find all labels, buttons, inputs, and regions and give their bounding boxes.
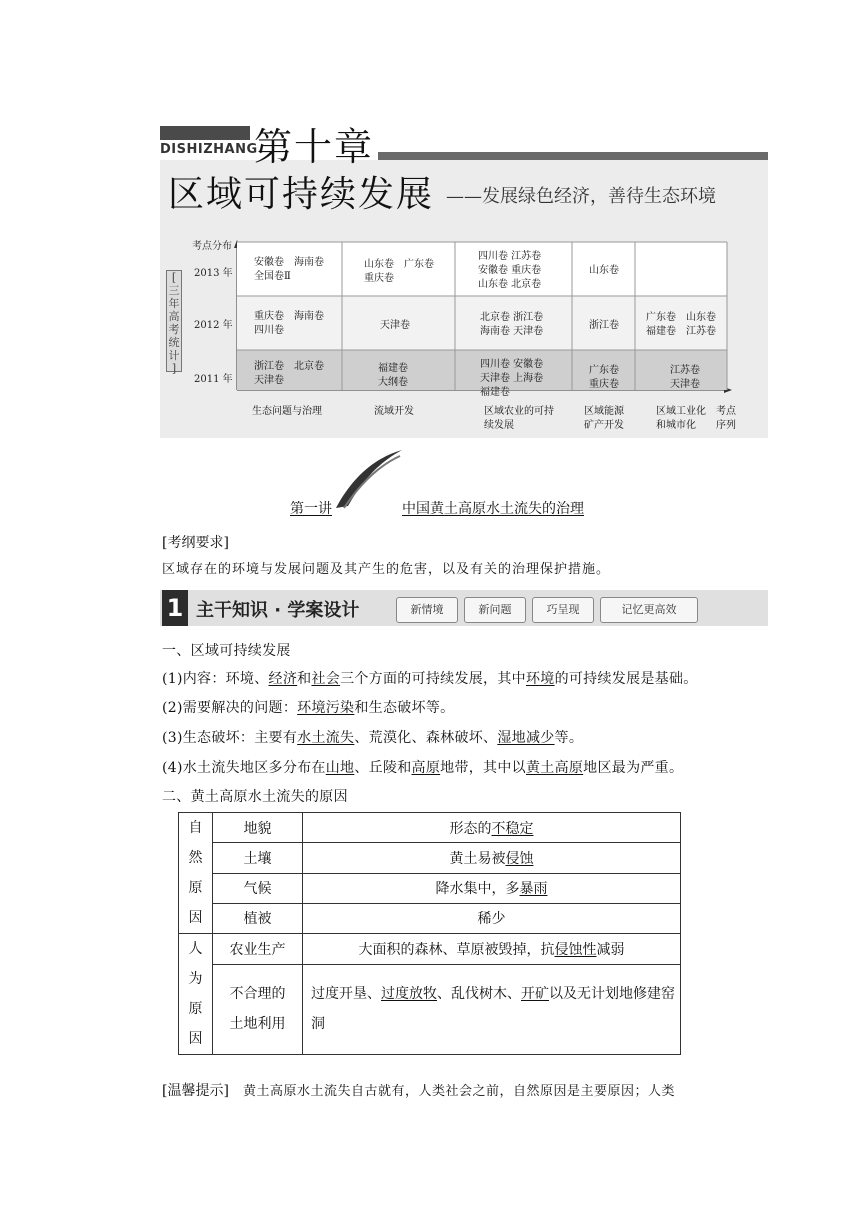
cell-2011-3: 四川卷 安徽卷 天津卷 上海卷 福建卷 — [480, 359, 544, 398]
col-label-5: 区域工业化和城市化 — [656, 406, 706, 431]
col-label-2: 流域开发 — [374, 406, 414, 417]
tag-memory: 记忆更高效 — [600, 597, 698, 623]
grid-side-label: [ 三 年 高 考 统 计 ] — [166, 270, 182, 372]
factor-landform: 地貌 — [213, 813, 303, 843]
table-row — [179, 813, 681, 843]
cell-2013-1: 安徽卷 海南卷 全国卷Ⅱ — [254, 257, 324, 282]
part1-line4: (4)水土流失地区多分布在山地、丘陵和高原地带，其中以黄土高原地区最为严重。 — [162, 760, 684, 776]
year-2013: 2013 年 — [194, 268, 233, 279]
section-title: 主干知识 · 学案设计 — [196, 600, 360, 621]
x-axis-title: 考点序列 — [716, 406, 736, 431]
factor-climate: 气候 — [213, 873, 303, 903]
col-label-4: 区域能源矿产开发 — [584, 406, 624, 431]
tag-new-context: 新情境 — [396, 597, 458, 623]
requirement-heading: [考纲要求] — [162, 535, 229, 551]
cell-2013-2: 山东卷 广东卷 重庆卷 — [364, 259, 434, 284]
part1-line2: (2)需要解决的问题：环境污染和生态破坏等。 — [162, 700, 455, 716]
cell-2012-5: 广东卷 山东卷 福建卷 江苏卷 — [646, 312, 716, 337]
banner-grey-line — [378, 152, 768, 160]
cell-2013-3: 四川卷 江苏卷 安徽卷 重庆卷 山东卷 北京卷 — [478, 251, 542, 290]
section-number: 1 — [162, 590, 188, 626]
cell-2012-4: 浙江卷 — [589, 320, 619, 331]
cell-2013-4: 山东卷 — [589, 265, 619, 276]
chapter-title: 区域可持续发展 — [168, 174, 435, 215]
factor-soil: 土壤 — [213, 843, 303, 873]
banner-dark-bar — [160, 126, 250, 140]
desc-land-use: 过度开垦、过度放牧、乱伐树木、开矿以及无计划地修建窑洞 — [303, 964, 681, 1054]
part1-heading: 一、区域可持续发展 — [162, 643, 291, 659]
desc-climate: 降水集中，多暴雨 — [303, 873, 681, 903]
part1-line3: (3)生态破坏：主要有水土流失、荒漠化、森林破坏、湿地减少等。 — [162, 730, 584, 746]
swoosh-icon — [334, 448, 404, 510]
tag-smart-present: 巧呈现 — [532, 597, 594, 623]
desc-agriculture: 大面积的森林、草原被毁掉，抗侵蚀性减弱 — [303, 934, 681, 965]
col-label-3: 区域农业的可持续发展 — [484, 406, 554, 431]
desc-vegetation: 稀少 — [303, 903, 681, 933]
table-row — [179, 903, 681, 933]
cell-2011-1: 浙江卷 北京卷 天津卷 — [254, 361, 324, 386]
tip-text: 黄土高原水土流失自古就有，人类社会之前，自然原因是主要原因；人类 — [242, 1084, 675, 1099]
human-cause-label: 人 为 原 因 — [179, 934, 213, 1055]
tag-new-question: 新问题 — [464, 597, 526, 623]
cell-2012-2: 天津卷 — [380, 320, 410, 331]
table-row — [179, 873, 681, 903]
grid-y-title: 考点分布 — [192, 241, 232, 252]
col-label-1: 生态问题与治理 — [252, 406, 322, 417]
tip-line — [162, 1080, 675, 1100]
requirement-text: 区域存在的环境与发展问题及其产生的危害，以及有关的治理保护措施。 — [162, 562, 611, 577]
factor-land-use: 不合理的 土地利用 — [213, 964, 303, 1054]
chapter-subtitle: ——发展绿色经济，善待生态环境 — [446, 186, 716, 207]
cell-2011-2: 福建卷 大纲卷 — [378, 363, 408, 388]
cell-2012-3: 北京卷 浙江卷 海南卷 天津卷 — [480, 312, 544, 337]
lecture-number: 第一讲 — [290, 501, 332, 517]
table-row — [179, 964, 681, 1054]
cell-2012-1: 重庆卷 海南卷 四川卷 — [254, 311, 324, 336]
lecture-title: 中国黄土高原水土流失的治理 — [402, 501, 584, 517]
causes-table — [178, 812, 681, 1055]
table-row — [179, 934, 681, 965]
factor-vegetation: 植被 — [213, 903, 303, 933]
tip-label: [温馨提示] — [162, 1083, 229, 1099]
chapter-pinyin: DISHIZHANG — [160, 142, 258, 157]
factor-agriculture: 农业生产 — [213, 934, 303, 965]
year-2012: 2012 年 — [194, 320, 233, 331]
cell-2011-4: 广东卷 重庆卷 — [589, 365, 619, 390]
year-2011: 2011 年 — [194, 374, 233, 385]
desc-soil: 黄土易被侵蚀 — [303, 843, 681, 873]
natural-cause-label: 自 然 原 因 — [179, 813, 213, 934]
part2-heading: 二、黄土高原水土流失的原因 — [162, 789, 348, 805]
chapter-number: 第十章 — [254, 125, 375, 169]
desc-landform: 形态的不稳定 — [303, 813, 681, 843]
part1-line1: (1)内容：环境、经济和社会三个方面的可持续发展，其中环境的可持续发展是基础。 — [162, 671, 698, 687]
table-row — [179, 843, 681, 873]
cell-2011-5: 江苏卷 天津卷 — [670, 365, 700, 390]
